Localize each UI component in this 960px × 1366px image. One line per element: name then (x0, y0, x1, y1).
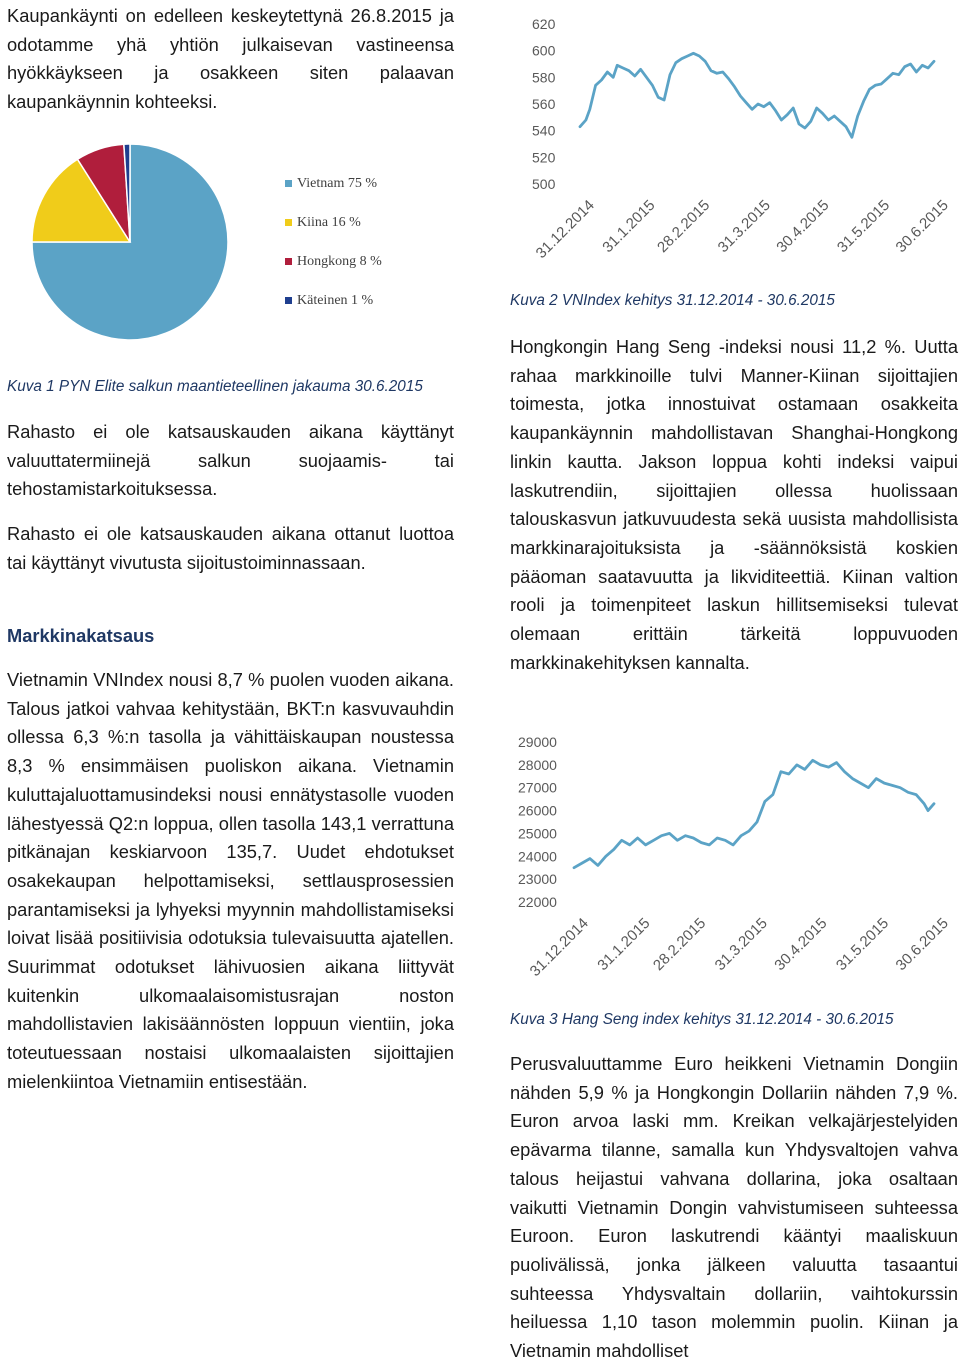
legend-swatch-kiina (285, 219, 292, 226)
x-tick-label: 31.5.2015 (833, 196, 894, 257)
y-tick-label: 540 (532, 122, 556, 139)
vnindex-line-chart (510, 0, 960, 280)
geo-pie-chart (20, 140, 240, 360)
x-tick-label: 31.5.2015 (832, 914, 893, 975)
y-tick-label: 500 (532, 176, 556, 192)
hangseng-line-chart (510, 718, 960, 1003)
legend-label-vietnam: Vietnam 75 % (297, 176, 378, 191)
y-tick-label: 560 (532, 96, 556, 112)
market-review-heading: Markkinakatsaus (7, 625, 155, 646)
y-tick-label: 25000 (518, 825, 557, 842)
leverage-paragraph: Rahasto ei ole katsauskauden aikana ottanut luottoa tai käyttänyt vivutusta sijoitustoiminnassaan. (7, 523, 454, 573)
x-tick-label: 31.12.2014 (526, 914, 592, 980)
x-tick-label: 28.2.2015 (654, 196, 714, 257)
x-tick-label: 30.4.2015 (773, 196, 833, 257)
x-tick-label: 31.3.2015 (711, 914, 771, 975)
legend-item-vietnam (285, 176, 377, 192)
legend-label-kateinen: Käteinen 1 % (297, 293, 374, 308)
y-tick-label: 23000 (518, 871, 557, 888)
legend-label-hongkong: Hongkong 8 % (297, 254, 382, 269)
currency-paragraph: Perusvaluuttamme Euro heikkeni Vietnamin Dongiin nähden 5,9 % ja Hongkongin Dollariin nähden 7,9 %. Euron arvoa laski mm. Kreikan velkajärjestelyiden epävarma tilanne, samalla kun Yhdysvaltojen vahva talous heijastui vahvana dollarina, joka osaltaan vaikutti Vietnamin Dongin vahvistumiseen suhteessa Euroon. Euron laskutrendi kääntyi maaliskuun puolivälissä, jonka jälkeen valuutta tasaantui suhteessa Yhdysvaltain dollariin, vaihtokurssin heiluessa 1,10 tason molemmin puolin. Kiinan ja Vietnamin mahdolliset (510, 1053, 958, 1362)
legend-item-kiina (285, 215, 361, 231)
legend-swatch-kateinen (285, 297, 292, 304)
y-tick-label: 27000 (518, 779, 557, 796)
series-line (580, 53, 934, 137)
y-tick-label: 600 (532, 42, 556, 59)
figure-caption-3: Kuva 3 Hang Seng index kehitys 31.12.2014 - 30.6.2015 (510, 1011, 894, 1028)
legend-item-hongkong (285, 254, 382, 270)
x-tick-label: 30.6.2015 (892, 196, 952, 257)
y-tick-label: 26000 (518, 802, 557, 819)
x-tick-label: 30.6.2015 (892, 914, 952, 975)
intro-paragraph: Kaupankäynti on edelleen keskeytettynä 26.8.2015 ja odotamme yhä yhtiön julkaisevan vastineensa hyökkäykseen ja osakkeen siten palaavan kaupankäynnin kohteeksi. (7, 5, 454, 113)
legend-swatch-hongkong (285, 258, 292, 265)
y-tick-label: 28000 (518, 756, 557, 773)
legend-item-kateinen (285, 293, 373, 309)
legend-label-kiina: Kiina 16 % (297, 215, 361, 230)
x-tick-label: 31.1.2015 (599, 196, 659, 257)
hangseng-paragraph: Hongkongin Hang Seng -indeksi nousi 11,2 %. Uutta rahaa markkinoille tulvi Manner-Kiinan sijoittajien toimesta, jotka innostuivat ostamaan osakkeita kaupankäynnin mahdollistavan Shanghai-Hongkong linkin kautta. Jakson loppua kohti indeksi vaipui laskutrendiin, sijoittajien ollessa huolissaan talouskasvun jatkuvuudesta sekä uusista mahdollisista markkinarajoituksista ja -säännöksistä koskien pääoman saatavuutta ja likviditeettiä. Kiinan valtion rooli ja toimenpiteet laskun hillitsemiseksi tulevat olemaan erittäin tärkeitä loppuvuoden markkinakehityksen kannalta. (510, 336, 958, 673)
legend-swatch-vietnam (285, 180, 292, 187)
series-line (574, 760, 934, 867)
figure-caption-1: Kuva 1 PYN Elite salkun maantieteellinen jakauma 30.6.2015 (7, 378, 423, 395)
y-tick-label: 620 (532, 16, 556, 32)
y-tick-label: 29000 (518, 734, 557, 750)
x-tick-label: 31.1.2015 (594, 914, 654, 975)
x-tick-label: 31.3.2015 (714, 196, 774, 257)
derivatives-paragraph: Rahasto ei ole katsauskauden aikana käyttänyt valuuttatermiinejä salkun suojaamis- tai tehostamistarkoituksessa. (7, 421, 454, 500)
vietnam-paragraph: Vietnamin VNIndex nousi 8,7 % puolen vuoden aikana. Talous jatkoi vahvaa kehitystään, BKT:n kasvuvauhdin ollessa 6,3 %:n tasolla ja vähittäiskaupan noustessa 8,3 % ensimmäisen puoliskon aikana. Vietnamin kuluttajaluottamusindeksi nousi ennätystasolle vuoden lähestyessä Q2:n loppua, ollen tasolla 143,1 verrattuna pitkänajan keskiarvoon 135,7. Uudet ehdotukset osakekaupan helpottamiseksi, settlausprosessien parantamiseksi ja lyhyeksi myynnin mahdollistamiseksi loivat lisää positiivisia odotuksia tulevaisuutta ajatellen. Suurimmat odotukset lähivuosien aikana liittyvät kuitenkin ulkomaalaisomistusrajan noston mahdollistavien lakisäännösten loppuun vientiin, joka toteutuessaan nostaisi ulkomaalaisten sijoittajien mielenkiintoa Vietnamiin entisestään. (7, 669, 454, 1092)
y-tick-label: 22000 (518, 894, 557, 910)
x-tick-label: 28.2.2015 (649, 914, 710, 975)
x-tick-label: 31.12.2014 (532, 196, 598, 262)
figure-caption-2: Kuva 2 VNIndex kehitys 31.12.2014 - 30.6.2015 (510, 292, 835, 309)
y-tick-label: 520 (532, 149, 556, 166)
y-tick-label: 580 (532, 69, 556, 86)
y-tick-label: 24000 (518, 848, 557, 865)
pie-legend (285, 176, 445, 326)
x-tick-label: 30.4.2015 (771, 914, 831, 975)
